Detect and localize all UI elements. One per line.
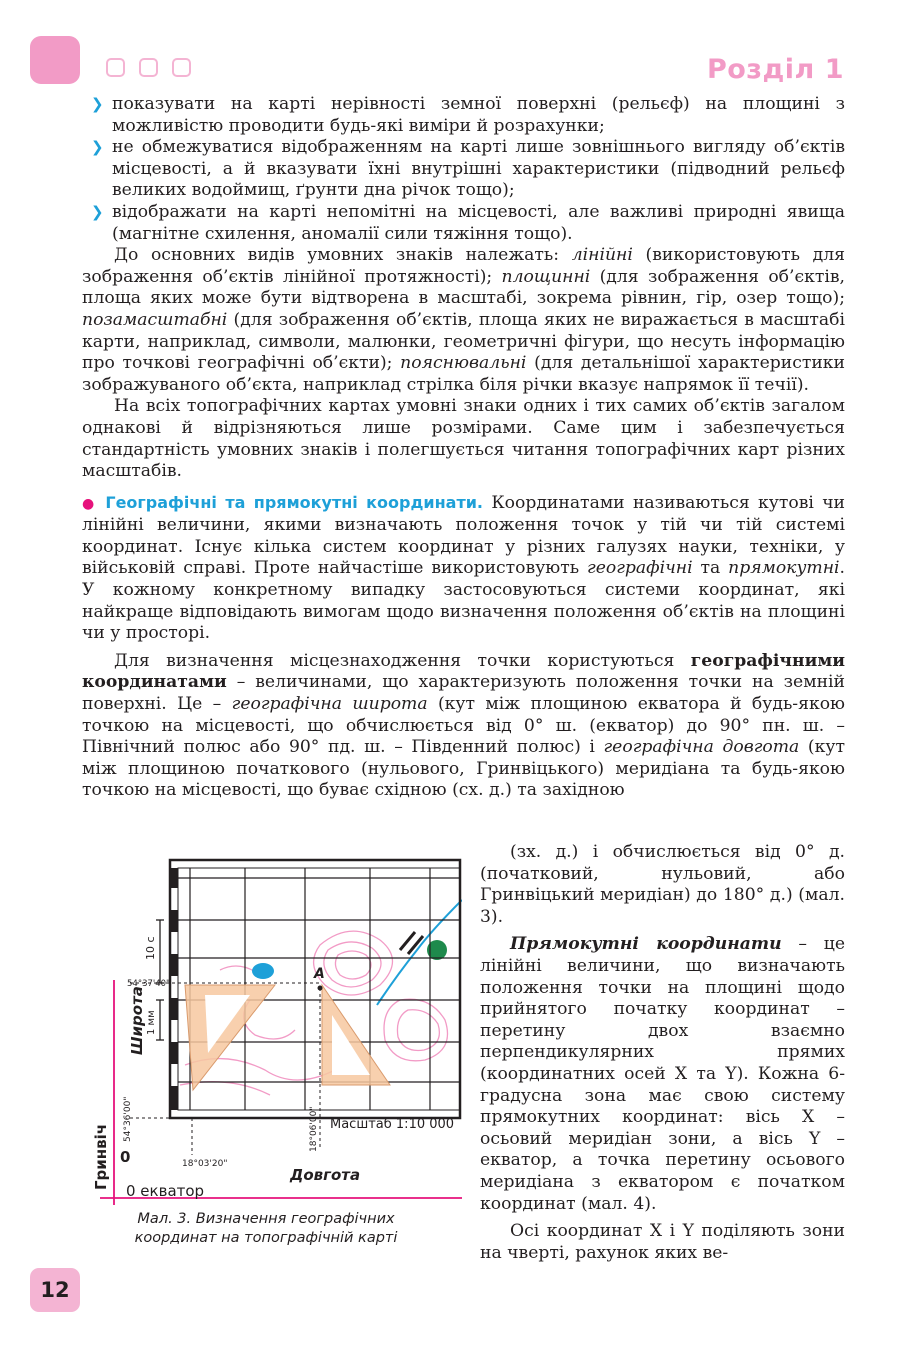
label-10s: 10 с xyxy=(144,936,157,960)
coord-lon-point: 18°06'00" xyxy=(309,1106,319,1152)
coord-lon-base: 18°03'20" xyxy=(182,1159,228,1169)
label-latitude: Широта xyxy=(128,986,146,1055)
paragraph-quarters: Осі координат X і Y поділяють зони на чверті, рахунок яких ве- xyxy=(480,1221,845,1263)
label-equator: 0 екватор xyxy=(126,1182,205,1200)
label-greenwich: Гринвіч xyxy=(92,1123,110,1190)
main-text-top xyxy=(82,94,845,802)
coord-lat-point: 54°37'40" xyxy=(127,979,170,989)
coord-lat-base: 54°36'00" xyxy=(123,1096,133,1142)
bullet-arrow-icon: ❯ xyxy=(91,202,104,221)
lake-shape xyxy=(252,963,274,979)
bullet-item: ❯ не обмежуватися відображенням на карті лише зовнішнього вигляду об’єктів місцевості, а й вказувати їхні внутрішні характеристики (підводний рельєф великих водоймищ, ґрунти дна річок тощо); xyxy=(91,137,845,201)
subheading-coordinates: Географічні та прямокутні координати. xyxy=(105,492,484,512)
bullet-arrow-icon: ❯ xyxy=(91,138,104,157)
bullet-item: ❯ відображати на карті непомітні на місцевості, але важливі природні явища (магнітне схилення, аномалії сили тяжіння тощо). xyxy=(91,201,845,244)
bullet-list xyxy=(82,94,845,245)
paragraph-coordinates-intro: ● Географічні та прямокутні координати. Координатами називаються кутові чи лінійні величини, якими визначають положення точок у тій чи тій системі координат. Існує кілька систем координат у різних галузях науки, техніки, у військовій справі. Проте найчастіше використовують географічні та прямокутні. У кожному конкретному випадку застосовуються системи координат, які найкраще відповідають вимогам щодо визначення положення об’єктів на площині чи у просторі. xyxy=(82,492,846,644)
page-number: 12 xyxy=(30,1268,80,1312)
header-decor-outline-1 xyxy=(106,58,125,77)
right-column-text xyxy=(480,842,845,1264)
paragraph-standard-symbols: На всіх топографічних картах умовні знаки одних і тих самих об’єктів загалом однакові й відрізняються лише розмірами. Саме цим і забезпечується стандартність умовних знаків і полегшується читання топографічних карт різних масштабів. xyxy=(82,396,845,482)
road-symbol xyxy=(400,932,423,954)
section-title: Розділ 1 xyxy=(706,54,844,85)
header-decor-outline-2 xyxy=(139,58,158,77)
bullet-arrow-icon: ❯ xyxy=(91,95,104,113)
bullet-item: ❯ показувати на карті нерівності земної поверхні (рельєф) на площині з можливістю проводити будь-які виміри й розрахунки; xyxy=(91,94,845,136)
paragraph-symbol-types: До основних видів умовних знаків належать: лінійні (використовують для зображення об’єктів лінійної протяжності); площинні (для зображення об’єктів, площа яких може бути відтворена в масштабі, зокрема рівнин, гір, озер тощо); позамасштабні (для зображення об’єктів, площа яких не виражається в масштабі карти, наприклад, символи, малюнки, геометричні фігури, що несуть інформацію про точкові географічні об’єкти); пояснювальні (для детальнішої характеристики зображуваного об’єкта, наприклад стрілка біля річки вказує напрямок її течії). xyxy=(82,245,845,395)
river-line xyxy=(377,900,462,1005)
header-decor-outline-3 xyxy=(172,58,191,77)
topographic-map-figure xyxy=(70,850,462,1210)
label-zero: 0 xyxy=(120,1148,131,1166)
figure-caption: Мал. 3. Визначення географічних координат на топографічній карті xyxy=(134,1211,398,1246)
header-decor-square xyxy=(30,36,80,84)
label-longitude: Довгота xyxy=(290,1166,361,1184)
point-a-label: A xyxy=(314,966,325,982)
paragraph-longitude-cont: (зх. д.) і обчислюється від 0° д. (початковий, нульовий, або Гринвіцький меридіан) до 180° д.) (мал. 3). xyxy=(480,842,845,927)
label-1mm: 1 мм xyxy=(146,1010,157,1035)
pink-dot-icon: ● xyxy=(82,495,98,512)
paragraph-rectangular-coordinates: Прямокутні координати – це лінійні величини, що визначають положення точки на площині щодо прийнятого початку координат – перетину двох взаємно перпендикулярних прямих (координатних осей X та Y). Кожна 6-градусна зона має свою систему прямокутних координат: вісь X – осьовий меридіан зони, а вісь Y – екватор, а точка перетину осьового меридіана з екватором є початком координат (мал. 4). xyxy=(480,934,845,1214)
label-scale: Масштаб 1:10 000 xyxy=(330,1117,455,1132)
paragraph-geographic-coordinates: Для визначення місцезнаходження точки користуються географічними координатами – величинами, що характеризують положення точки на земній поверхні. Це – географічна широта (кут між площиною екватора й будь-якою точкою на місцевості, що обчислюється від 0° ш. (екватор) до 90° пн. ш. – Північний полюс або 90° пд. ш. – Південний полюс) і географічна довгота (кут між площиною початкового (нульового, Гринвіцького) меридіана та будь-якою точкою на місцевості, що буває східною (сх. д.) та західною xyxy=(82,650,845,801)
